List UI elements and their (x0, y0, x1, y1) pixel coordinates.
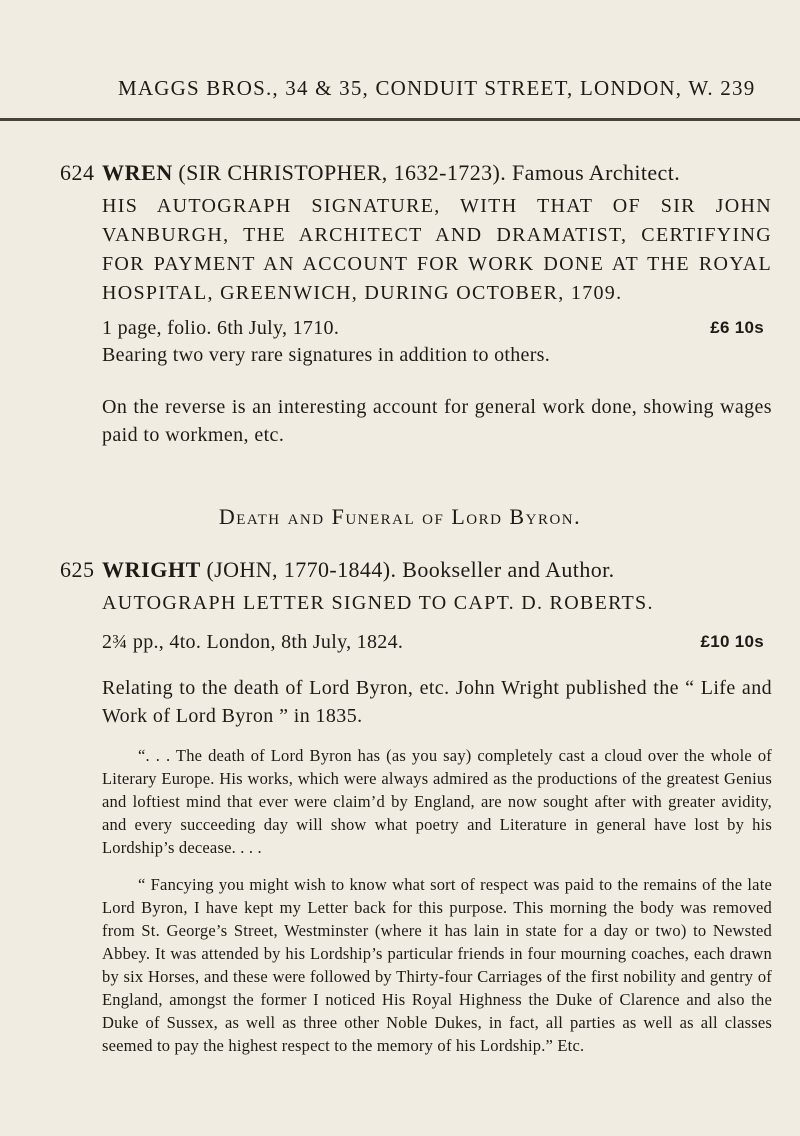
lot-author-description: (SIR CHRISTOPHER, 1632-1723). Famous Architect. (178, 160, 681, 185)
lot-title: AUTOGRAPH LETTER SIGNED TO CAPT. D. ROBERTS. (102, 592, 654, 614)
header-rule (0, 118, 800, 121)
lot-number: 625 (60, 557, 95, 582)
lot-author: WREN (102, 160, 173, 185)
section-heading: Death and Funeral of Lord Byron. (218, 504, 582, 529)
running-head: MAGGS BROS., 34 & 35, CONDUIT STREET, LONDON, W. 239 (118, 76, 756, 100)
lot-entry-624 (60, 158, 772, 449)
lot-price: £10 10s (700, 632, 764, 651)
letter-quote-1: “. . . The death of Lord Byron has (as you say) completely cast a cloud over the whole of Literary Europe. His works, which were always admired as the productions of the greatest Genius and loftiest mind that ever were claim’d by England, are now sought after with greater avidity, and every succeeding day will show what poetry and Literature in general have lost by his Lordship’s decease. . . . (102, 746, 772, 857)
lot-paragraph: Relating to the death of Lord Byron, etc. John Wright published the “ Life and Work of Lord Byron ” in 1835. (102, 677, 772, 727)
lot-paragraph: On the reverse is an interesting account for general work done, showing wages paid to workmen, etc. (102, 396, 772, 446)
lot-entry-625 (60, 555, 772, 1057)
lot-author-description: (JOHN, 1770-1844). Bookseller and Author. (206, 557, 615, 582)
lot-number: 624 (60, 160, 95, 185)
lot-details: 2¾ pp., 4to. London, 8th July, 1824. (102, 631, 404, 653)
lot-price: £6 10s (710, 318, 764, 337)
letter-quote-2: “ Fancying you might wish to know what sort of respect was paid to the remains of the late Lord Byron, I have kept my Letter back for this purpose. This morning the body was removed from St. George’s Street, Westminster (where it has lain in state for a day or two) to Newsted Abbey. It was attended by his Lordship’s particular friends in four mourning coaches, each drawn by six Horses, and these were followed by Thirty-four Carriages of the first nobility and gentry of England, amongst the former I noticed His Royal Highness the Duke of Clarence and also the Duke of Sussex, as well as three other Noble Dukes, in fact, all parties as well as all classes seemed to pay the highest respect to the memory of his Lordship.” Etc. (102, 875, 772, 1055)
lot-author: WRIGHT (102, 557, 201, 582)
lot-details-line (102, 628, 772, 656)
lot-title: HIS AUTOGRAPH SIGNATURE, WITH THAT OF SIR JOHN VANBURGH, THE ARCHITECT AND DRAMATIST, CERTIFYING FOR PAYMENT AN ACCOUNT FOR WORK DONE AT THE ROYAL HOSPITAL, GREENWICH, DURING OCTOBER, 1709. (102, 195, 772, 304)
lot-note: Bearing two very rare signatures in addition to others. (102, 344, 551, 366)
lot-details-line (102, 314, 772, 342)
lot-heading (60, 158, 772, 188)
lot-heading (60, 555, 772, 585)
lot-details: 1 page, folio. 6th July, 1710. (102, 317, 340, 339)
